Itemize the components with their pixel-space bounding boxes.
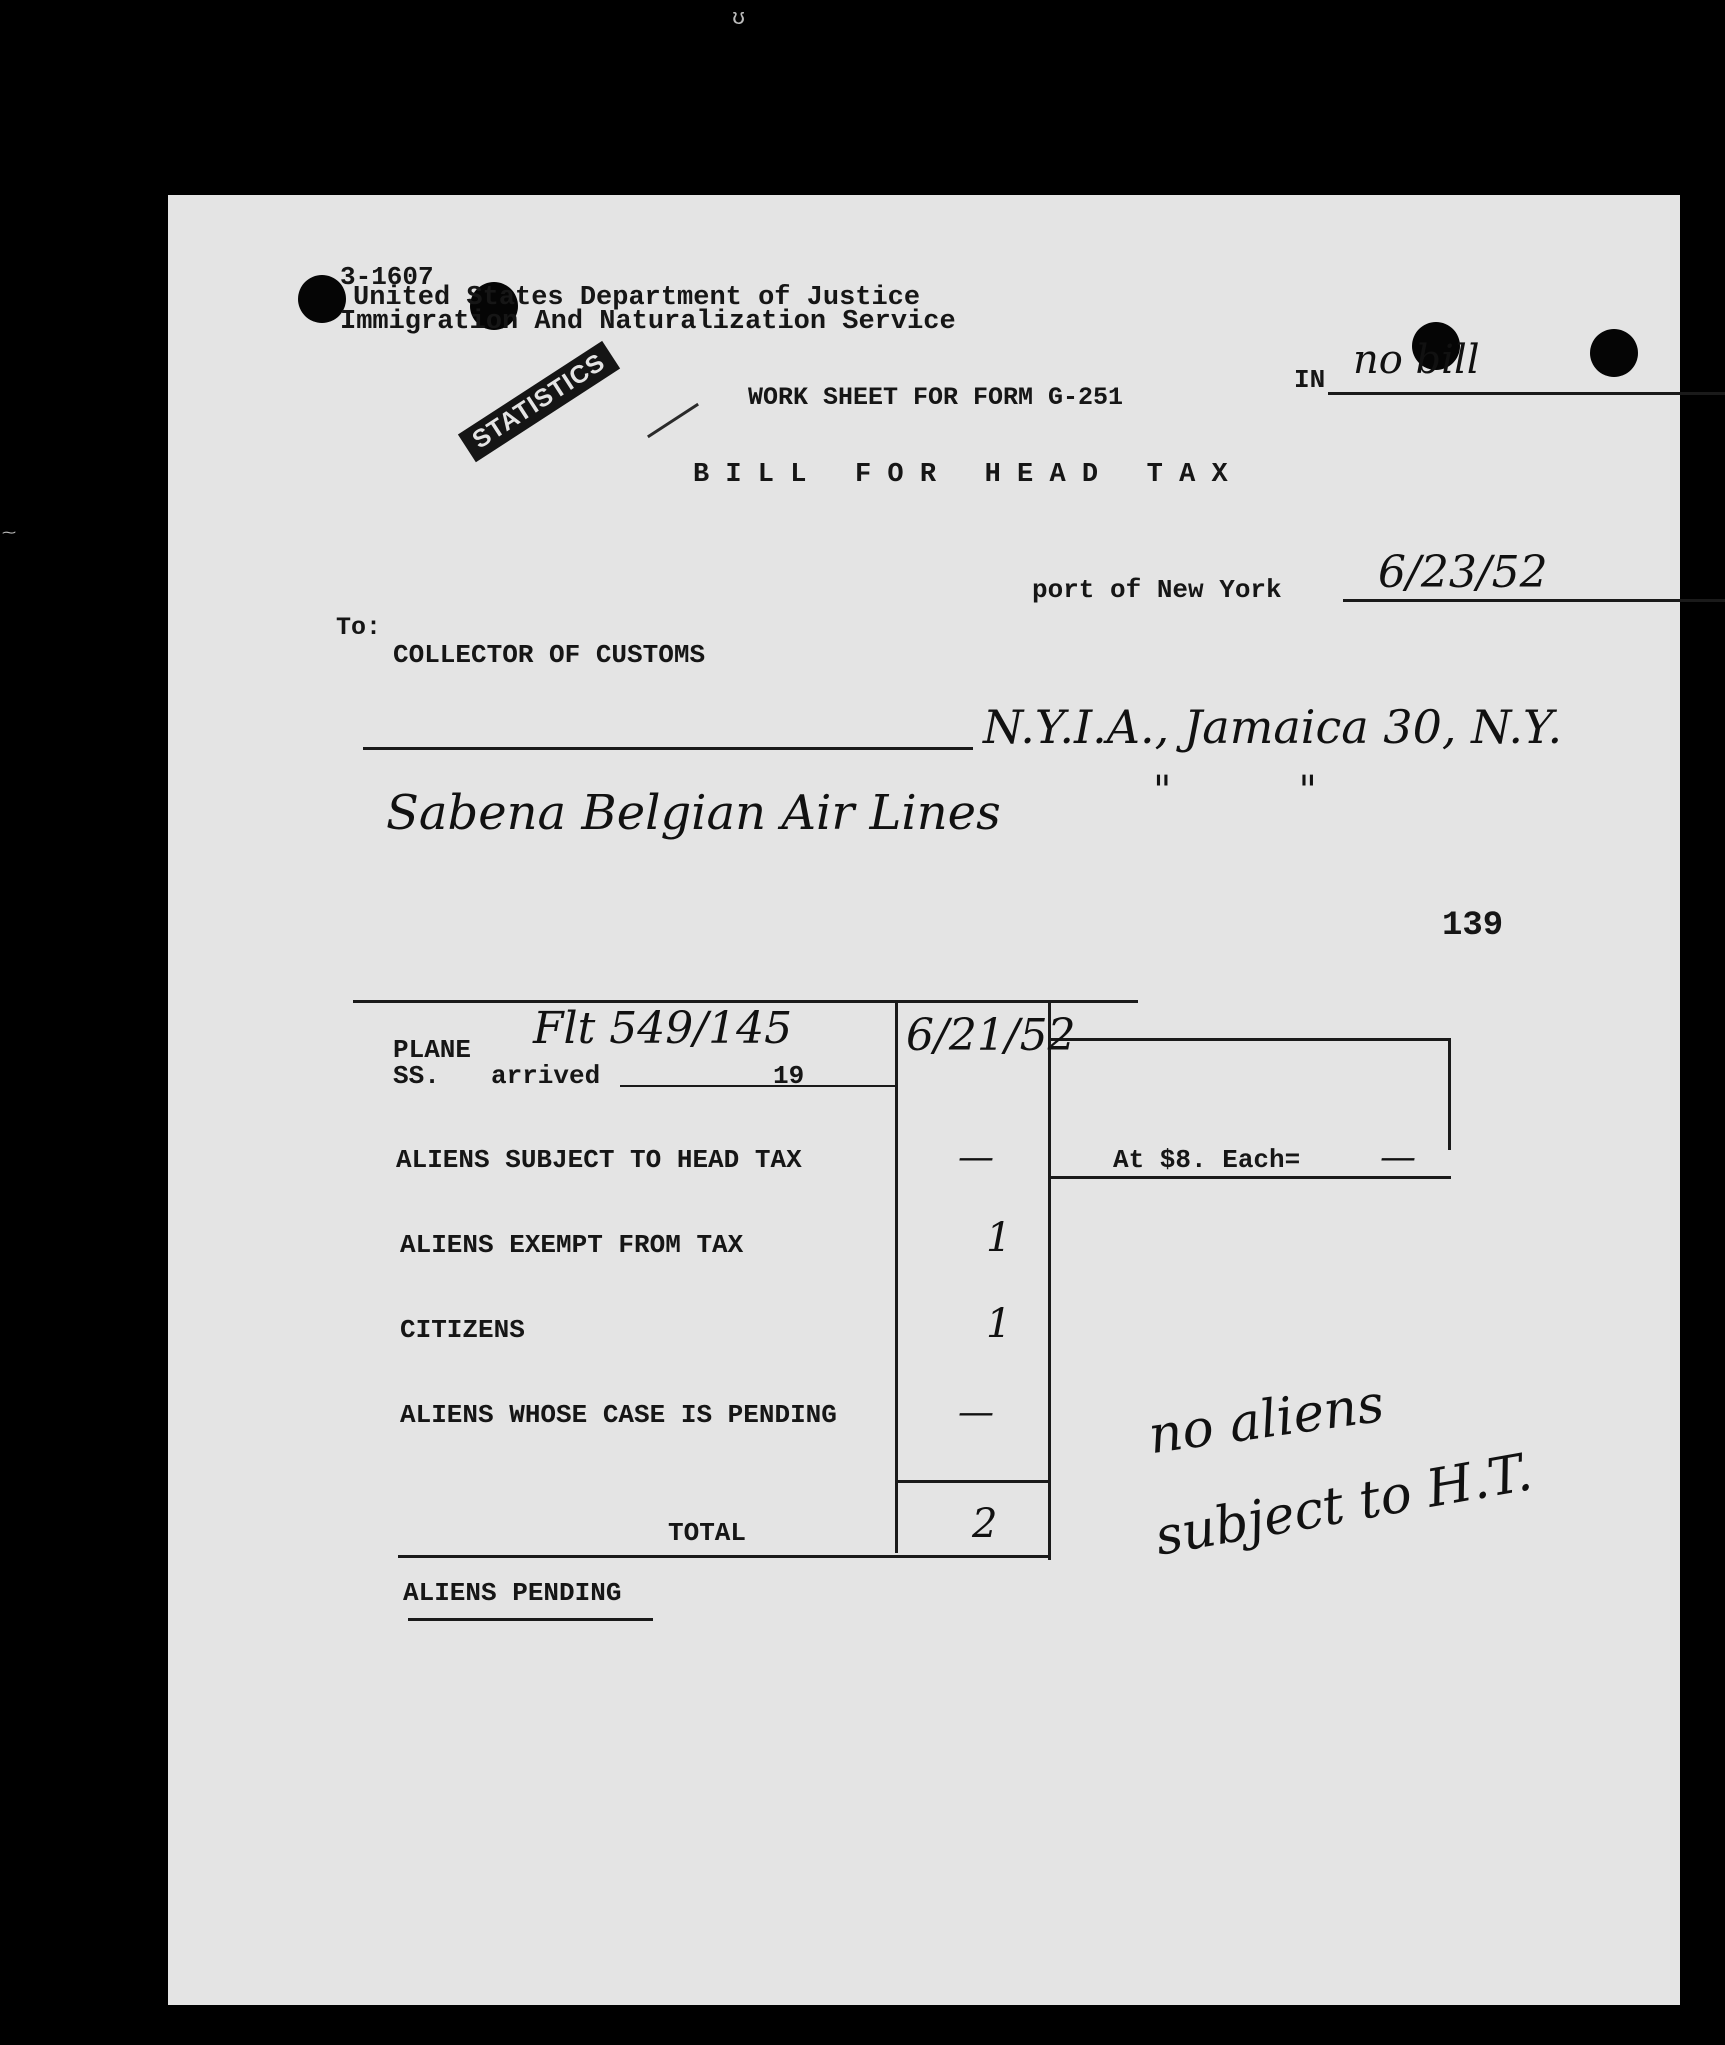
aliens-pending-label: ALIENS PENDING xyxy=(403,1578,622,1608)
bill-title: B I L L F O R H E A D T A X xyxy=(693,460,1228,490)
punch-hole-right xyxy=(1590,329,1638,377)
flight-handwritten: Flt 549/145 xyxy=(533,1003,793,1054)
statistics-stamp: STATISTICS xyxy=(458,341,620,462)
department-name: United States Department of Justice xyxy=(353,283,921,313)
row-label-pending-case: ALIENS WHOSE CASE IS PENDING xyxy=(400,1400,837,1430)
stamp-mark xyxy=(647,403,699,438)
form-number: 3-1607 xyxy=(340,262,434,292)
row-label-subject-to-tax: ALIENS SUBJECT TO HEAD TAX xyxy=(396,1145,802,1175)
punch-hole-left xyxy=(298,275,346,323)
row-value-exempt: 1 xyxy=(986,1215,1012,1261)
note-line-2: subject to H.T. xyxy=(1150,1442,1537,1568)
port-date-handwritten: 6/23/52 xyxy=(1378,547,1548,598)
rate-value: — xyxy=(1380,1137,1416,1178)
row-value-citizens: 1 xyxy=(986,1301,1012,1347)
collector-label: COLLECTOR OF CUSTOMS xyxy=(393,640,706,670)
in-underline xyxy=(1328,392,1725,395)
location-handwritten: N.Y.I.A., Jamaica 30, N.Y. xyxy=(983,700,1563,754)
column-left-rule xyxy=(895,1000,898,1553)
rate-label: At $8. Each= xyxy=(1113,1145,1301,1175)
in-label: IN xyxy=(1294,365,1326,395)
worksheet-title: WORK SHEET FOR FORM G-251 xyxy=(748,383,1124,412)
arrived-label: arrived xyxy=(491,1061,601,1091)
column-right-rule xyxy=(1048,1000,1051,1560)
aliens-pending-underline xyxy=(408,1618,653,1621)
page-number: 139 xyxy=(1442,907,1504,945)
year-prefix: 19 xyxy=(773,1061,805,1091)
row-label-exempt: ALIENS EXEMPT FROM TAX xyxy=(400,1230,744,1260)
note-line-1: no aliens xyxy=(1144,1373,1388,1467)
arrival-date-handwritten: 6/21/52 xyxy=(906,1010,1076,1061)
rate-box-right xyxy=(1448,1038,1451,1150)
ditto-marks: " " xyxy=(1153,768,1317,814)
row-value-pending-case: — xyxy=(958,1392,994,1433)
port-date-underline xyxy=(1343,599,1725,602)
service-name: Immigration And Naturalization Service xyxy=(340,307,956,337)
address-underline xyxy=(363,747,973,750)
rate-box-top xyxy=(1051,1038,1451,1041)
document-page xyxy=(168,195,1680,2005)
arrived-underline xyxy=(620,1085,895,1087)
to-label: To: xyxy=(336,613,382,642)
scan-artifact-top: ʊ xyxy=(732,6,746,31)
plane-label: PLANE xyxy=(393,1035,472,1065)
ss-label: SS. xyxy=(393,1061,440,1091)
port-label: port of New York xyxy=(1032,575,1282,605)
total-label: TOTAL xyxy=(668,1518,747,1548)
scan-artifact-left: ⁓ xyxy=(2,526,16,542)
column-divider-rule xyxy=(895,1480,1051,1483)
row-value-subject-to-tax: — xyxy=(958,1137,994,1178)
in-handwritten: no bill xyxy=(1353,337,1480,383)
row-label-citizens: CITIZENS xyxy=(400,1315,525,1345)
airline-handwritten: Sabena Belgian Air Lines xyxy=(386,785,1001,841)
total-bottom-rule xyxy=(398,1555,1050,1558)
total-value: 2 xyxy=(972,1501,998,1547)
